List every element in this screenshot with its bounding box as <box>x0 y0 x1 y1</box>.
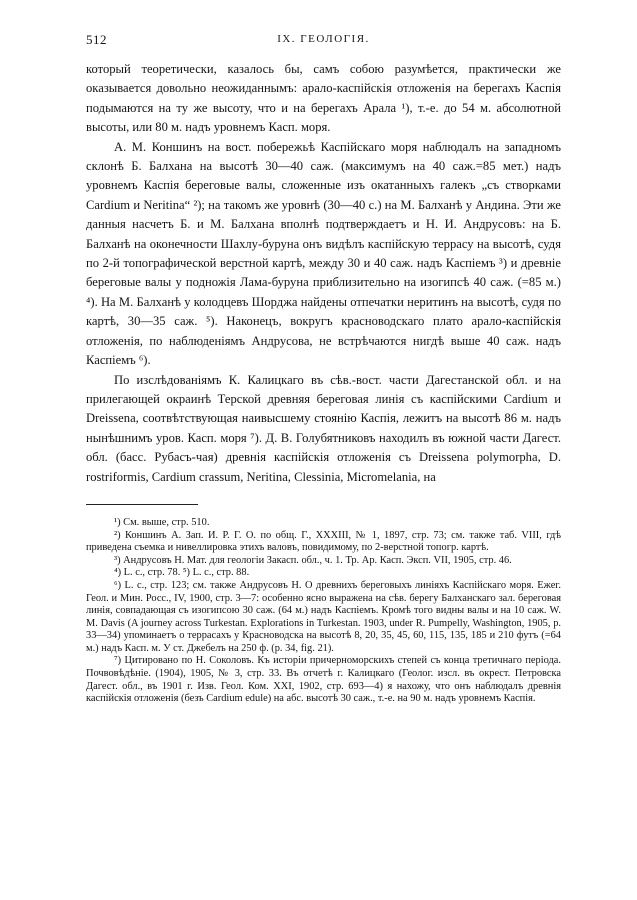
paragraph-1: который теоретически, казалось бы, самъ собою разумѣется, практически же оказывается довольно неожиданнымъ: арало-каспійскія отложенія на берегахъ Каспія подымаются на ту же высоту, что и на берегахъ Арала ¹), т.-е. до 54 м. абсолютной высоты, или 80 м. надъ уровнемъ Касп. моря. <box>86 62 561 135</box>
main-text <box>86 60 561 487</box>
paragraph-2: А. М. Коншинъ на вост. побережьѣ Каспійскаго моря наблюдалъ на западномъ склонѣ Б. Балхана на высотѣ 30—40 саж. (максимумъ на 40 саж.=85 мет.) надъ уровнемъ Каспія береговые валы, сложенные изъ окатанныхъ галекъ „съ створками Cardium и Neritina“ ²); на такомъ же уровнѣ (30—40 с.) на М. Балханѣ у Андина. Эти же данныя насчетъ Б. и М. Балхана вполнѣ подтверждаетъ и Н. И. Андрусовъ: на Б. Балханѣ на оконечности Шахлу-буруна онъ видѣлъ каспійскую террасу на высотѣ, судя по 2-й топографической верстной картѣ, между 30 и 40 саж. надъ Каспіемъ ³) и древніе береговые валы у подножія Лама-буруна приблизительно на изогипсѣ 40 саж. (=85 м.) ⁴). На М. Балханѣ у колодцевъ Шорджа найдены отпечатки неритинъ на высотѣ, судя по картѣ, 30—35 саж. ⁵). Наконецъ, вокругъ красноводскаго плато арало-каспійскія отложенія, по наблюденіямъ Андрусова, не встрѣчаются нигдѣ выше 40 саж. надъ Каспіемъ ⁶). <box>86 139 561 368</box>
book-page <box>86 30 561 706</box>
footnotes <box>86 517 561 706</box>
footnote-1: ¹) См. выше, стр. 510. <box>114 516 210 528</box>
footnote-separator <box>86 504 198 505</box>
page-number: 512 <box>86 32 107 47</box>
footnote-3: ³) Андрусовъ Н. Мат. для геологіи Закасп. обл., ч. 1. Тр. Ар. Касп. Эксп. VII, 1905, стр. 46. <box>114 554 512 566</box>
footnote-6: ⁶) L. c., стр. 123; см. также Андрусовъ Н. О древнихъ береговыхъ линіяхъ Каспійскаго моря. Ежег. Геол. и Мин. Росс., IV, 1900, стр. 3—7: особенно ясно выражена на сѣв. берегу Балханскаго зал. береговая линія, совпадающая съ изогипсою 30 саж. (64 м.) надъ Каспіемъ. Кромѣ того видны валы и на 10 саж. W. M. Davis (A journey across Turkestan. Explorations in Turkestan. 1903, under R. Pumpelly, Washington, 1905, p. 33—34) упоминаетъ о террасахъ у Красноводска на высотѣ 8, 20, 35, 45, 60, 115, 135, 185 и 210 футъ (=64 м.) надъ Касп. м. У ст. Джебелъ на 250 ф. (p. 34, fig. 21). <box>86 579 561 654</box>
footnote-2: ²) Коншинъ А. Зап. И. Р. Г. О. по общ. Г., XXXIII, № 1, 1897, стр. 73; см. также таб. VIII, гдѣ приведена съемка и нивеллировка этихъ валовъ, повидимому, по 2-верстной топогр. картѣ. <box>86 529 561 554</box>
paragraph-3: По изслѣдованіямъ К. Калицкаго въ сѣв.-вост. части Дагестанской обл. и на прилегающей окраинѣ Терской древняя береговая линія съ каспійскими Cardium и Dreissena, соотвѣтствующая наивысшему стоянію Каспія, лежитъ на высотѣ 86 м. надъ нынѣшнимъ уров. Касп. моря ⁷). Д. В. Голубятниковъ находилъ въ южной части Дагест. обл. (басс. Рубасъ-чая) древнія каспійскія отложенія съ Dreissena polymorpha, D. rostriformis, Cardium crassum, Neritina, Clessinia, Micromelania, на <box>86 372 561 484</box>
page-header <box>86 30 561 50</box>
footnote-7: ⁷) Цитировано по Н. Соколовъ. Къ исторіи причерноморскихъ степей съ конца третичнаго періода. Почвовѣдѣніе. (1904), 1905, № 3, стр. 33. Въ отчетѣ г. Калицкаго (Геолог. изсл. въ окрест. Петровска Дагест. обл., въ 1901 г. Изв. Геол. Ком. XXI, 1902, стр. 693—4) я нахожу, что онъ наблюдалъ древнія каспійскія отложенія (безъ Cardium edule) на абс. высотѣ 30 саж., т.-е. на 90 м. надъ уровнемъ Каспія. <box>86 655 561 705</box>
running-head: IX. ГЕОЛОГІЯ. <box>277 33 370 45</box>
footnote-4-5: ⁴) L. c., стр. 78. ⁵) L. c., стр. 88. <box>114 567 250 579</box>
